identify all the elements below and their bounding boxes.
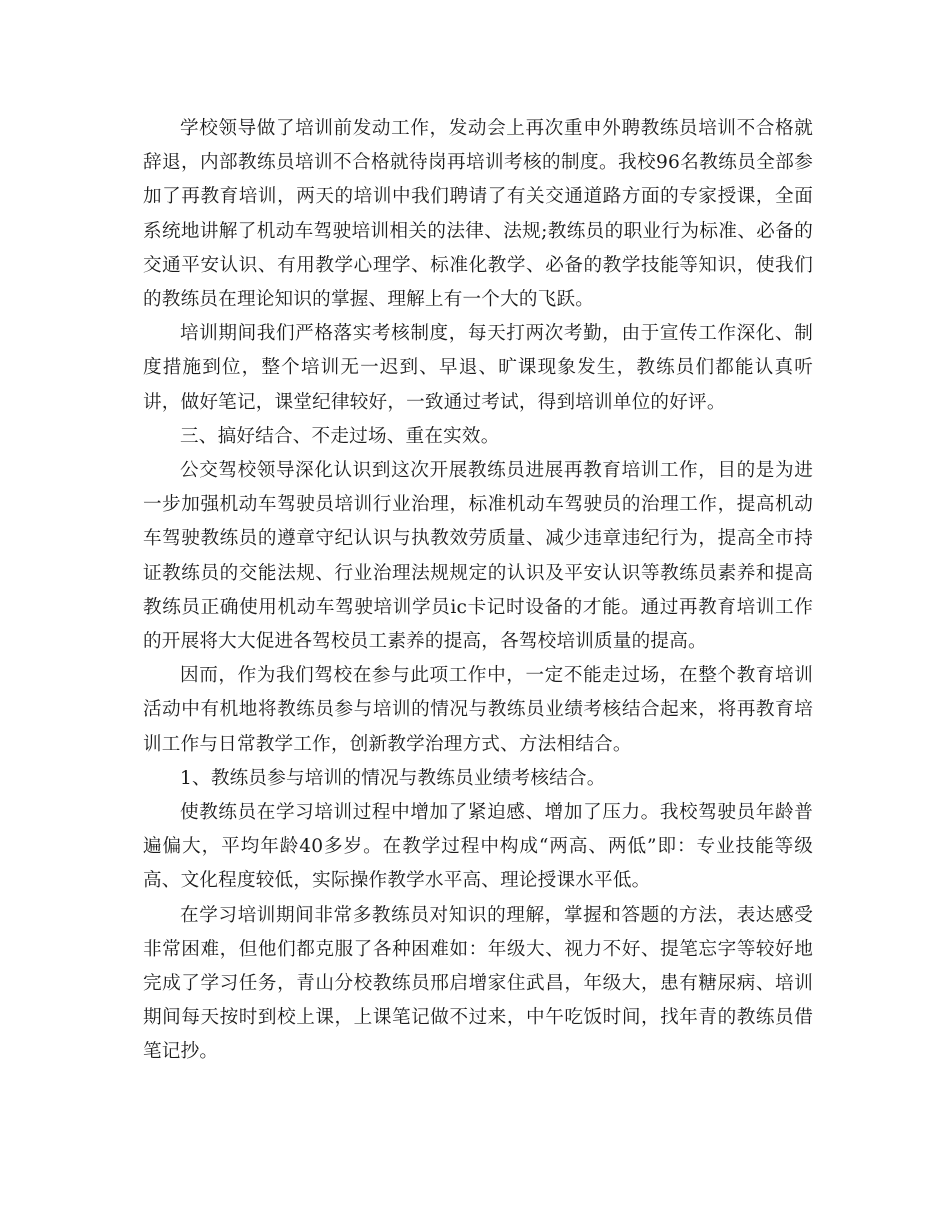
paragraph: 使教练员在学习培训过程中增加了紧迫感、增加了压力。我校驾驶员年龄普遍偏大，平均年龄40多岁。在教学过程中构成“两高、两低”即：专业技能等级高、文化程度较低，实际操作教学水平高、理论授课水平低。 xyxy=(143,802,813,892)
paragraph: 因而，作为我们驾校在参与此项工作中，一定不能走过场，在整个教育培训活动中有机地将教练员参与培训的情况与教练员业绩考核结合起来，将再教育培训工作与日常教学工作，创新教学治理方式、方法相结合。 xyxy=(143,665,813,755)
paragraph: 培训期间我们严格落实考核制度，每天打两次考勤，由于宣传工作深化、制度措施到位，整个培训无一迟到、早退、旷课现象发生，教练员们都能认真听讲，做好笔记，课堂纪律较好，一致通过考试，得到培训单位的好评。 xyxy=(143,323,813,413)
paragraph: 公交驾校领导深化认识到这次开展教练员进展再教育培训工作，目的是为进一步加强机动车驾驶员培训行业治理，标准机动车驾驶员的治理工作，提高机动车驾驶教练员的遵章守纪认识与执教效劳质量、减少违章违纪行为，提高全市持证教练员的交能法规、行业治理法规规定的认识及平安认识等教练员素养和提高教练员正确使用机动车驾驶培训学员ic卡记时设备的才能。通过再教育培训工作的开展将大大促进各驾校员工素养的提高，各驾校培训质量的提高。 xyxy=(143,460,813,653)
document-body xyxy=(143,112,813,1070)
paragraph: 学校领导做了培训前发动工作，发动会上再次重申外聘教练员培训不合格就辞退，内部教练员培训不合格就待岗再培训考核的制度。我校96名教练员全部参加了再教育培训，两天的培训中我们聘请了有关交通道路方面的专家授课，全面系统地讲解了机动车驾驶培训相关的法律、法规;教练员的职业行为标准、必备的交通平安认识、有用教学心理学、标准化教学、必备的教学技能等知识，使我们的教练员在理论知识的掌握、理解上有一个大的飞跃。 xyxy=(143,118,813,311)
section-heading: 三、搞好结合、不走过场、重在实效。 xyxy=(180,425,500,447)
subsection-heading: 1、教练员参与培训的情况与教练员业绩考核结合。 xyxy=(180,767,606,789)
paragraph: 在学习培训期间非常多教练员对知识的理解，掌握和答题的方法，表达感受非常困难，但他们都克服了各种困难如：年级大、视力不好、提笔忘字等较好地完成了学习任务，青山分校教练员邢启增家住武昌，年级大，患有糖尿病、培训期间每天按时到校上课，上课笔记做不过来，中午吃饭时间，找年青的教练员借笔记抄。 xyxy=(143,904,813,1063)
